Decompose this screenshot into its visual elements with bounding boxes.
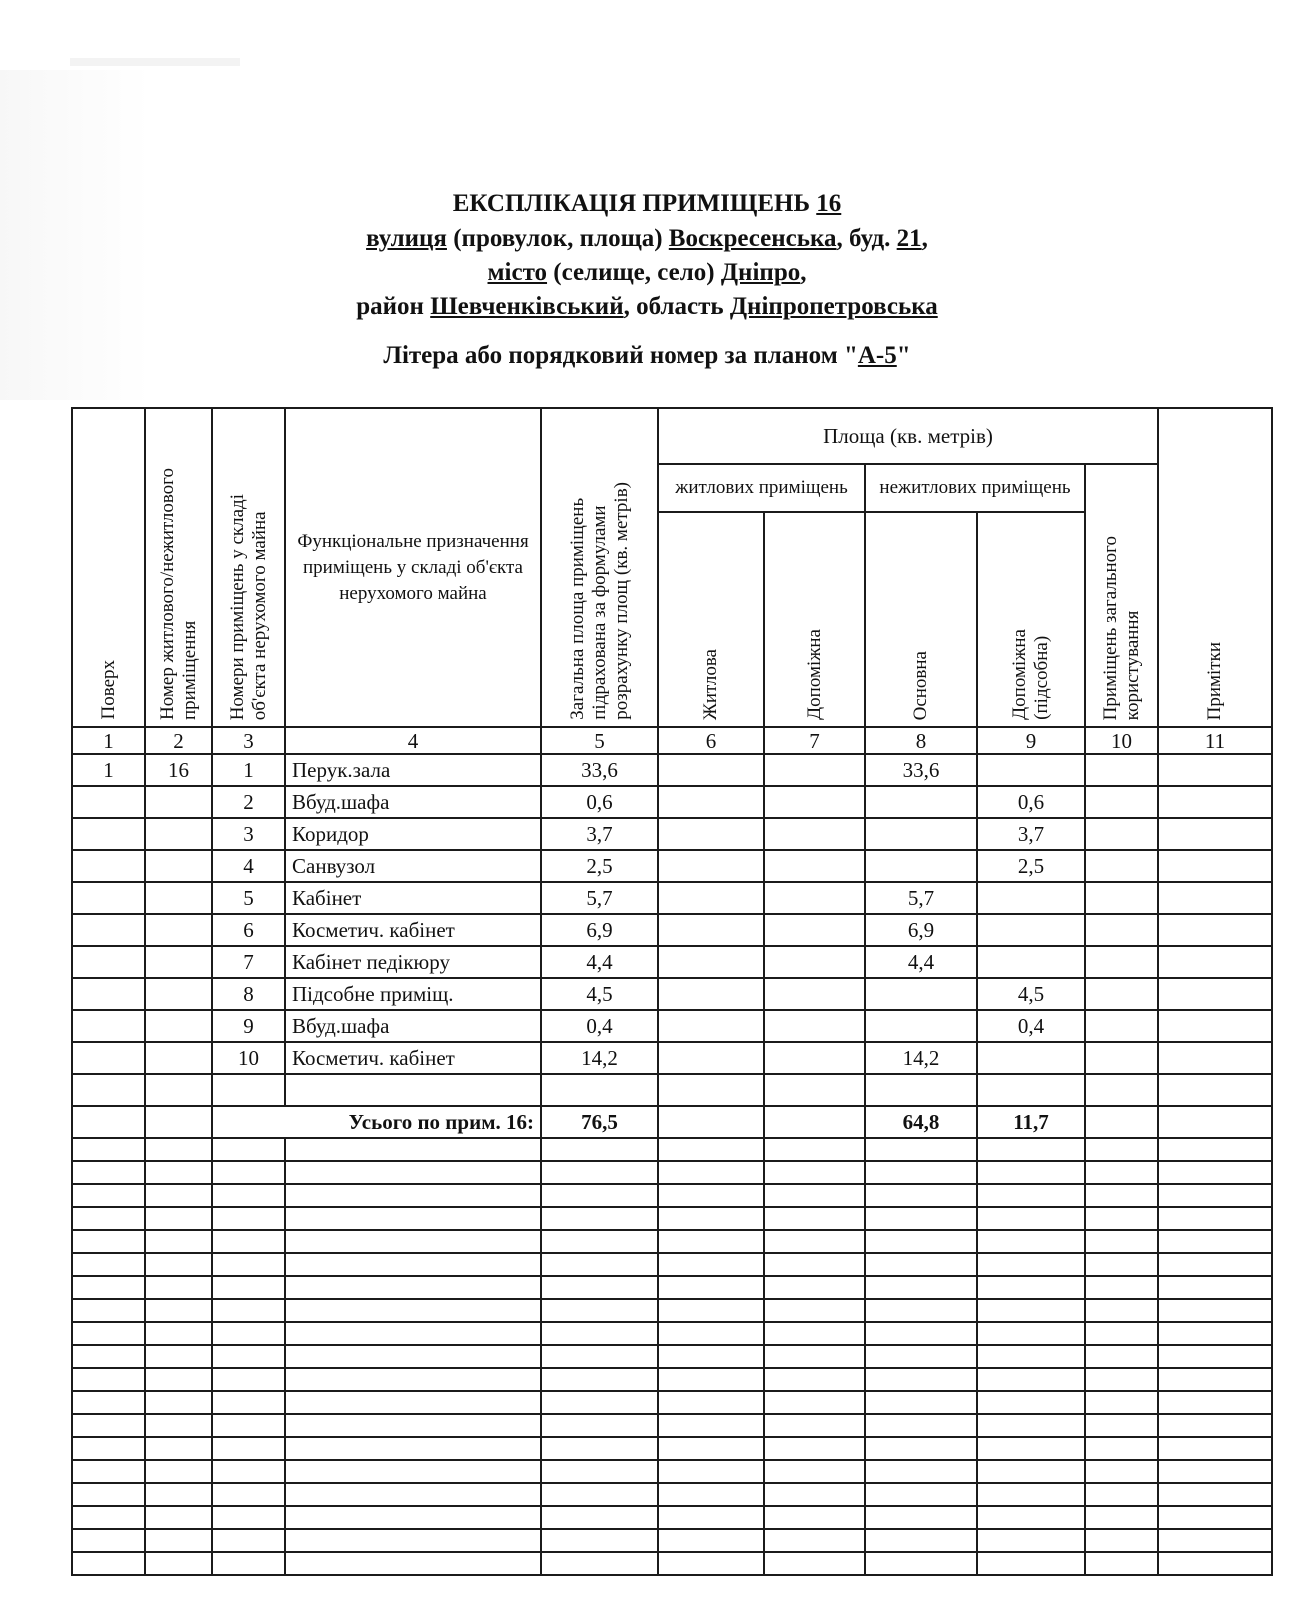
blank-row [72, 1345, 1272, 1368]
living-cell [658, 786, 764, 818]
purpose-cell: Коридор [285, 818, 541, 850]
notes-cell [1158, 1042, 1272, 1074]
living-cell [658, 1042, 764, 1074]
column-number: 6 [658, 727, 764, 754]
main-cell [865, 1010, 977, 1042]
room-number-cell: 3 [212, 818, 285, 850]
main-cell [865, 850, 977, 882]
header-common-use: Приміщень загального користування [1085, 464, 1158, 727]
table-row [72, 754, 1272, 786]
purpose-cell: Вбуд.шафа [285, 1010, 541, 1042]
main-cell: 14,2 [865, 1042, 977, 1074]
header-unit-number: Номер житлового/нежитлового приміщення [145, 408, 212, 727]
header-nonresidential: нежитлових приміщень [865, 464, 1085, 512]
room-number-cell: 4 [212, 850, 285, 882]
utility-cell [977, 1042, 1085, 1074]
region-name: Дніпропетровська [729, 293, 938, 320]
utility-cell [977, 946, 1085, 978]
auxiliary-cell [764, 1010, 865, 1042]
table-row [72, 1010, 1272, 1042]
living-cell [658, 914, 764, 946]
room-number-cell: 1 [212, 754, 285, 786]
blank-row [72, 1207, 1272, 1230]
unit-cell [145, 850, 212, 882]
main-cell: 6,9 [865, 914, 977, 946]
total-utility: 11,7 [977, 1106, 1085, 1138]
utility-cell: 0,4 [977, 1010, 1085, 1042]
notes-cell [1158, 754, 1272, 786]
living-cell [658, 978, 764, 1010]
main-cell [865, 978, 977, 1010]
unit-cell [145, 978, 212, 1010]
blank-row [72, 1161, 1272, 1184]
header-residential: житлових приміщень [658, 464, 865, 512]
common-cell [1085, 978, 1158, 1010]
common-cell [1085, 1042, 1158, 1074]
room-number-cell: 9 [212, 1010, 285, 1042]
notes-cell [1158, 882, 1272, 914]
purpose-cell: Косметич. кабінет [285, 914, 541, 946]
column-number: 9 [977, 727, 1085, 754]
utility-cell: 2,5 [977, 850, 1085, 882]
total-living [658, 1106, 764, 1138]
notes-cell [1158, 818, 1272, 850]
purpose-cell: Підсобне приміщ. [285, 978, 541, 1010]
unit-cell [145, 786, 212, 818]
purpose-cell: Вбуд.шафа [285, 786, 541, 818]
floor-cell [72, 850, 145, 882]
column-number: 11 [1158, 727, 1272, 754]
blank-row [72, 1529, 1272, 1552]
notes-cell [1158, 914, 1272, 946]
main-cell [865, 818, 977, 850]
table-row [72, 946, 1272, 978]
scan-smudge [70, 58, 240, 66]
table-row [72, 850, 1272, 882]
header-notes: Примітки [1158, 408, 1272, 727]
auxiliary-cell [764, 850, 865, 882]
common-cell [1085, 882, 1158, 914]
floor-cell [72, 1042, 145, 1074]
floor-cell [72, 914, 145, 946]
total-main: 64,8 [865, 1106, 977, 1138]
letter-line: Літера або порядковий номер за планом "А-5" [383, 342, 911, 369]
letter-value: А-5 [857, 342, 897, 369]
column-number: 10 [1085, 727, 1158, 754]
city-line: місто (селище, село) Дніпро, [487, 259, 807, 286]
blank-row [72, 1368, 1272, 1391]
living-cell [658, 1010, 764, 1042]
table-row [72, 882, 1272, 914]
blank-row [72, 1184, 1272, 1207]
utility-cell [977, 914, 1085, 946]
total-area-cell: 2,5 [541, 850, 658, 882]
auxiliary-cell [764, 818, 865, 850]
column-number: 3 [212, 727, 285, 754]
purpose-cell: Косметич. кабінет [285, 1042, 541, 1074]
utility-cell [977, 754, 1085, 786]
room-number-cell: 10 [212, 1042, 285, 1074]
living-cell [658, 754, 764, 786]
unit-cell [145, 946, 212, 978]
total-area-cell: 3,7 [541, 818, 658, 850]
building-number: 21 [896, 225, 922, 252]
utility-cell: 4,5 [977, 978, 1085, 1010]
street-line: вулиця (провулок, площа) Воскресенська, буд. 21, [366, 225, 928, 252]
column-number: 4 [285, 727, 541, 754]
explication-table [71, 407, 1273, 1576]
purpose-cell: Кабінет [285, 882, 541, 914]
utility-cell [977, 882, 1085, 914]
header-auxiliary-utility: Допоміжна (підсобна) [977, 512, 1085, 727]
column-number-row [72, 727, 1272, 754]
room-number-cell: 5 [212, 882, 285, 914]
unit-cell [145, 818, 212, 850]
table-row [72, 1042, 1272, 1074]
common-cell [1085, 914, 1158, 946]
purpose-cell: Перук.зала [285, 754, 541, 786]
floor-cell [72, 1010, 145, 1042]
table-row [72, 914, 1272, 946]
header-floor: Поверх [72, 408, 145, 727]
unit-cell [145, 914, 212, 946]
floor-cell [72, 978, 145, 1010]
auxiliary-cell [764, 882, 865, 914]
unit-number: 16 [816, 190, 842, 217]
column-number: 1 [72, 727, 145, 754]
blank-row [72, 1253, 1272, 1276]
purpose-cell: Санвузол [285, 850, 541, 882]
auxiliary-cell [764, 978, 865, 1010]
table-row [72, 786, 1272, 818]
street-name: Воскресенська [668, 225, 837, 252]
district-name: Шевченківський [430, 293, 624, 320]
blank-row [72, 1414, 1272, 1437]
notes-cell [1158, 786, 1272, 818]
district-line: район Шевченківський, область Дніпропетровська [356, 293, 938, 320]
living-cell [658, 946, 764, 978]
auxiliary-cell [764, 946, 865, 978]
room-number-cell: 7 [212, 946, 285, 978]
total-area-cell: 33,6 [541, 754, 658, 786]
blank-row [72, 1138, 1272, 1161]
utility-cell: 3,7 [977, 818, 1085, 850]
floor-cell [72, 946, 145, 978]
room-number-cell: 8 [212, 978, 285, 1010]
blank-row [72, 1299, 1272, 1322]
table-row [72, 978, 1272, 1010]
unit-cell [145, 1010, 212, 1042]
total-area-cell: 4,4 [541, 946, 658, 978]
header-auxiliary: Допоміжна [764, 512, 865, 727]
column-number: 7 [764, 727, 865, 754]
header-main: Основна [865, 512, 977, 727]
blank-row [72, 1276, 1272, 1299]
total-area-cell: 5,7 [541, 882, 658, 914]
blank-row [72, 1506, 1272, 1529]
living-cell [658, 882, 764, 914]
utility-cell: 0,6 [977, 786, 1085, 818]
auxiliary-cell [764, 754, 865, 786]
total-label: Усього по прим. 16: [212, 1106, 541, 1138]
notes-cell [1158, 850, 1272, 882]
column-number: 2 [145, 727, 212, 754]
room-number-cell: 6 [212, 914, 285, 946]
blank-row [72, 1460, 1272, 1483]
common-cell [1085, 754, 1158, 786]
main-cell: 4,4 [865, 946, 977, 978]
auxiliary-cell [764, 1042, 865, 1074]
total-area-cell: 4,5 [541, 978, 658, 1010]
auxiliary-cell [764, 914, 865, 946]
common-cell [1085, 1010, 1158, 1042]
header-room-numbers: Номери приміщень у складі об'єкта нерухомого майна [212, 408, 285, 727]
purpose-cell: Кабінет педікюру [285, 946, 541, 978]
unit-cell: 16 [145, 754, 212, 786]
header-area: Площа (кв. метрів) [658, 408, 1158, 464]
notes-cell [1158, 946, 1272, 978]
total-area-cell: 6,9 [541, 914, 658, 946]
main-cell: 33,6 [865, 754, 977, 786]
blank-row [72, 1391, 1272, 1414]
header-total-area: Загальна площа приміщень підрахована за формулами розрахунку площ (кв. метрів) [541, 408, 658, 727]
blank-row [72, 1322, 1272, 1345]
auxiliary-cell [764, 786, 865, 818]
living-cell [658, 818, 764, 850]
blank-row [72, 1483, 1272, 1506]
total-area-cell: 14,2 [541, 1042, 658, 1074]
total-area-cell: 0,6 [541, 786, 658, 818]
total-area: 76,5 [541, 1106, 658, 1138]
column-number: 8 [865, 727, 977, 754]
document-title: ЕКСПЛІКАЦІЯ ПРИМІЩЕНЬ 16 [452, 190, 842, 217]
empty-row [72, 1074, 1272, 1106]
blank-row [72, 1437, 1272, 1460]
common-cell [1085, 786, 1158, 818]
blank-row [72, 1230, 1272, 1253]
unit-cell [145, 882, 212, 914]
common-cell [1085, 850, 1158, 882]
table-row [72, 818, 1272, 850]
main-cell: 5,7 [865, 882, 977, 914]
total-row [72, 1106, 1272, 1138]
city-name: Дніпро [720, 259, 801, 286]
main-cell [865, 786, 977, 818]
floor-cell [72, 818, 145, 850]
floor-cell: 1 [72, 754, 145, 786]
floor-cell [72, 882, 145, 914]
header-living: Житлова [658, 512, 764, 727]
header-purpose: Функціональне призначення приміщень у складі об'єкта нерухомого майна [285, 408, 541, 727]
column-number: 5 [541, 727, 658, 754]
blank-row [72, 1552, 1272, 1575]
floor-cell [72, 786, 145, 818]
total-auxiliary [764, 1106, 865, 1138]
total-area-cell: 0,4 [541, 1010, 658, 1042]
unit-cell [145, 1042, 212, 1074]
living-cell [658, 850, 764, 882]
common-cell [1085, 818, 1158, 850]
notes-cell [1158, 978, 1272, 1010]
room-number-cell: 2 [212, 786, 285, 818]
common-cell [1085, 946, 1158, 978]
notes-cell [1158, 1010, 1272, 1042]
data-rows [72, 754, 1272, 1106]
blank-rows [72, 1138, 1272, 1575]
